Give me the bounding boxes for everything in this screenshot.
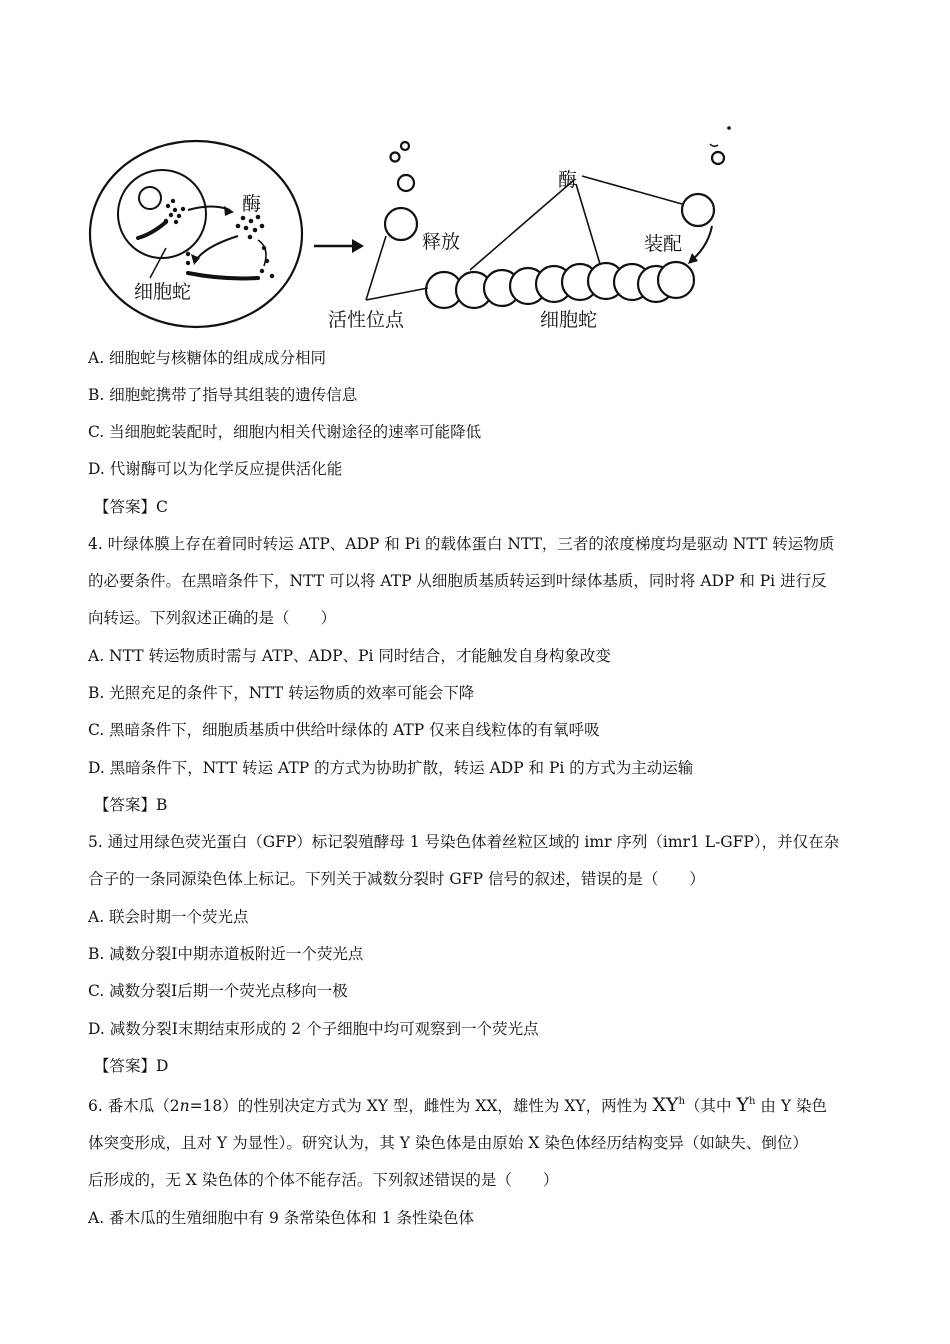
cell-snake-figure [88, 118, 868, 338]
free-enzymes [385, 142, 724, 240]
q3-answer: 【答案】C [94, 498, 168, 516]
pointer-enzyme-1 [470, 180, 574, 270]
q6-yh: Y [736, 1094, 750, 1116]
arrow-enzyme-to-snake [196, 236, 238, 260]
q6-option-a: A. 番木瓜的生殖细胞中有 9 条常染色体和 1 条性染色体 [88, 1209, 474, 1227]
label-cell-snake-right: 细胞蛇 [540, 309, 598, 331]
q5-answer: 【答案】D [94, 1057, 169, 1075]
label-release: 释放 [422, 231, 461, 253]
q4-option-a: A. NTT 转运物质时需与 ATP、ADP、Pi 同时结合，才能触发自身构象改变 [88, 647, 611, 665]
tiny-curve [710, 144, 718, 146]
q4-stem-line1: 4. 叶绿体膜上存在着同时转运 ATP、ADP 和 Pi 的载体蛋白 NTT，三者的浓度梯度均是驱动 NTT 转运物质 [88, 535, 835, 553]
label-assemble: 装配 [644, 233, 683, 255]
q4-option-b: B. 光照充足的条件下，NTT 转运物质的效率可能会下降 [88, 684, 475, 702]
pointer-enzyme-2 [576, 184, 600, 264]
q4-answer: 【答案】B [94, 796, 168, 814]
assembly-arrow [692, 226, 712, 260]
nucleolus-circle [139, 187, 161, 209]
arrow-nucleus-to-enzyme [188, 207, 230, 211]
q4-option-c: C. 黑暗条件下，细胞质基质中供给叶绿体的 ATP 仅来自线粒体的有氧呼吸 [88, 721, 600, 739]
q6-sup-h2: h [749, 1096, 756, 1107]
q6-text-d: 由 Y 染色 [755, 1097, 827, 1115]
q5-option-a: A. 联会时期一个荧光点 [88, 908, 249, 926]
q4-stem-line3: 向转运。下列叙述正确的是（ ） [88, 609, 337, 627]
label-cell-snake-left: 细胞蛇 [134, 281, 192, 303]
q6-stem-line1 [88, 1094, 878, 1117]
q5-option-b: B. 减数分裂Ⅰ中期赤道板附近一个荧光点 [88, 945, 364, 963]
q5-stem-line2: 合子的一条同源染色体上标记。下列关于减数分裂时 GFP 信号的叙述，错误的是（ ） [88, 870, 705, 888]
q3-option-c: C. 当细胞蛇装配时，细胞内相关代谢途径的速率可能降低 [88, 423, 482, 441]
q4-stem-line2: 的必要条件。在黑暗条件下，NTT 可以将 ATP 从细胞质基质转运到叶绿体基质，同时将 ADP 和 Pi 进行反 [88, 572, 827, 590]
label-active-site: 活性位点 [328, 309, 405, 331]
snake-fiber-cytoplasm [188, 273, 258, 278]
q4-option-d: D. 黑暗条件下，NTT 转运 ATP 的方式为协助扩散，转运 ADP 和 Pi 的方式为主动运输 [88, 759, 694, 777]
q6-xyh: XY [652, 1094, 679, 1116]
q5-option-c: C. 减数分裂Ⅰ后期一个荧光点移向一极 [88, 982, 348, 1000]
pointer-active-1 [366, 236, 386, 300]
arrowhead-big [352, 239, 364, 253]
snake-fiber-nucleus [138, 222, 166, 238]
q5-option-d: D. 减数分裂Ⅰ末期结束形成的 2 个子细胞中均可观察到一个荧光点 [88, 1020, 539, 1038]
q3-option-a: A. 细胞蛇与核糖体的组成成分相同 [88, 349, 327, 367]
label-pointer-snake [150, 248, 166, 278]
q6-sup-h1: h [678, 1096, 686, 1107]
snake-chain [426, 262, 694, 308]
q6-n-italic: n [179, 1097, 190, 1115]
pointer-enzyme-3 [582, 176, 682, 204]
tiny-dot [727, 126, 731, 130]
q6-stem-line2: 体突变形成，且对 Y 为显性）。研究认为，其 Y 染色体是由原始 X 染色体经历结构变异（如缺失、倒位） [88, 1134, 808, 1152]
arrowhead-1 [224, 206, 234, 216]
q3-option-d: D. 代谢酶可以为化学反应提供活化能 [88, 460, 343, 478]
q6-text-a: 6. 番木瓜（2 [88, 1097, 180, 1115]
q3-option-b: B. 细胞蛇携带了指导其组装的遗传信息 [88, 386, 358, 404]
enzyme-dots-cytoplasm [236, 215, 265, 240]
nucleus-circle [118, 170, 206, 258]
label-enzyme-right: 酶 [558, 169, 578, 191]
q5-stem-line1: 5. 通过用绿色荧光蛋白（GFP）标记裂殖酵母 1 号染色体着丝粒区域的 imr 序列（imr1 L-GFP），并仅在杂 [88, 833, 840, 851]
q6-stem-line3: 后形成的，无 X 染色体的个体不能存活。下列叙述错误的是（ ） [88, 1171, 559, 1189]
arrow-assembly-right [258, 240, 266, 266]
q6-text-b: =18）的性别决定方式为 XY 型，雌性为 XX，雄性为 XY，两性为 [189, 1097, 653, 1115]
pointer-active-2 [366, 288, 428, 300]
q6-text-c: （其中 [685, 1097, 737, 1115]
label-enzyme-left: 酶 [242, 193, 262, 215]
